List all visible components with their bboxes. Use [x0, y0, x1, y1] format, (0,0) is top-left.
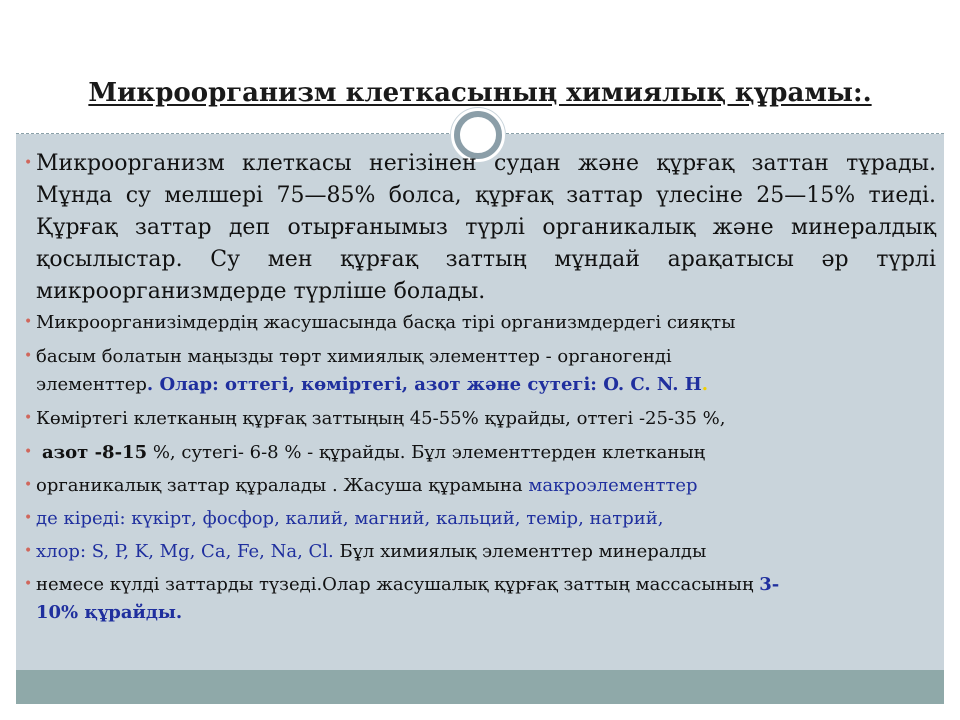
text-span: хлор: S, P, K, Mg, Ca, Fe, Na, Cl. — [36, 541, 334, 562]
slide-title: Микроорганизм клеткасының химиялық құрамы:. — [88, 78, 872, 108]
bullet-icon: • — [24, 314, 33, 330]
text-span: азот -8-15 — [42, 442, 148, 463]
bullet-icon: • — [24, 477, 33, 493]
text-span: макроэлементтер — [528, 475, 698, 496]
text-line: 10% құрайды. — [36, 602, 183, 623]
bullet-icon: • — [24, 155, 33, 171]
text-line: Мұнда су мелшері 75—85% болса, құрғақ заттар үлесіне 25—15% тиеді. — [36, 183, 936, 208]
bullet-icon: • — [24, 444, 33, 460]
text-line: Микроорганизімдердің жасушасында басқа тірі организмдердегі сияқты — [36, 312, 736, 333]
bullet-icon: • — [24, 348, 33, 364]
text-line: қосылыстар. Су мен құрғақ заттың мұндай арақатысы әр түрлі — [36, 247, 936, 272]
text-line — [36, 371, 936, 399]
bullet-icon: • — [24, 576, 33, 592]
text-line: микроорганизмдерде түрліше болады. — [36, 279, 486, 304]
text-line: Көміртегі клетканың құрғақ заттыңың 45-55% құрайды, оттегі -25-35 %, — [36, 408, 726, 429]
text-line — [42, 439, 942, 467]
text-span: Бұл химиялық элементтер минералды — [333, 541, 707, 562]
text-span: органикалық заттар құралады . Жасуша құрамына — [36, 475, 529, 496]
bullet-icon: • — [24, 510, 33, 526]
text-line — [36, 571, 936, 599]
bullet-icon: • — [24, 543, 33, 559]
text-line — [36, 472, 936, 500]
paragraph-1 — [36, 148, 936, 308]
text-span: немесе күлді заттарды түзеді.Олар жасушалық құрғақ заттың массасының — [36, 574, 760, 595]
text-line: де кіреді: күкірт, фосфор, калий, магний, кальций, темір, натрий, — [36, 508, 664, 529]
text-line — [36, 538, 936, 566]
text-span: . — [701, 374, 709, 395]
bullet-icon: • — [24, 410, 33, 426]
paragraph-9 — [36, 571, 936, 627]
text-span: 3- — [759, 574, 780, 595]
text-line: басым болатын маңызды төрт химиялық элементтер - органогенді — [36, 346, 672, 367]
elements-list-text: . Олар: оттегі, көміртегі, азот және сутегі: O. C. N. H — [146, 374, 702, 395]
slide-footer-bar — [16, 670, 944, 704]
text-line: Микроорганизм клеткасы негізінен судан және құрғақ заттан тұрады. — [36, 151, 936, 176]
text-span: элементтер — [36, 374, 147, 395]
text-span: %, сутегі- 6-8 % - құрайды. Бұл элементтерден клетканың — [147, 442, 706, 463]
text-line: Құрғақ заттар деп отырғанымыз түрлі органикалық және минералдық — [36, 215, 936, 240]
paragraph-3 — [36, 343, 936, 399]
